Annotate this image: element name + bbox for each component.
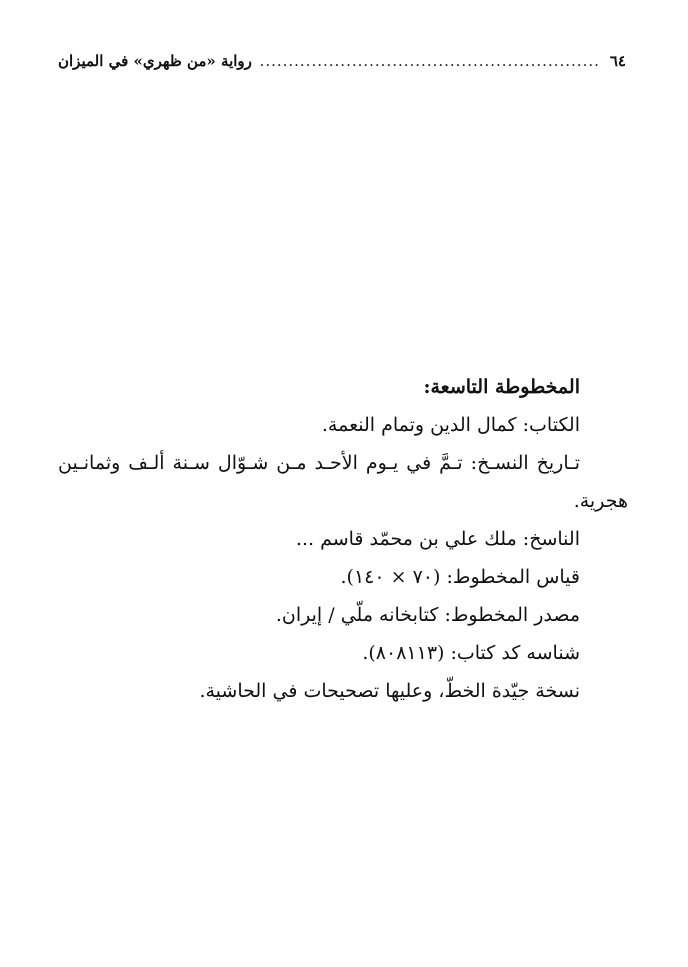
manuscript-description: [58, 368, 628, 710]
copyist-line: الناسخ: ملك علي بن محمّد قاسم ...: [295, 528, 580, 550]
source-line: مصدر المخطوط: كتابخانه ملّي / إيران.: [275, 604, 580, 626]
section-heading: المخطوطة التاسعة:: [423, 376, 580, 398]
book-title-line: الكتاب: كمال الدين وتمام النعمة.: [321, 414, 580, 436]
copy-date-continuation: هجرية.: [573, 490, 628, 512]
book-id-line: شناسه كد كتاب: (٨٠٨١١٣).: [362, 642, 580, 664]
condition-line: نسخة جيّدة الخطّ، وعليها تصحيحات في الحاشية.: [199, 680, 580, 702]
running-header: [58, 48, 626, 74]
running-title: رواية «من ظهري» في الميزان: [58, 52, 252, 70]
dimensions-line: قياس المخطوط: (٧٠ × ١٤٠).: [340, 566, 580, 588]
copy-date-line: تـاريخ النسـخ: تـمَّ في يـوم الأحـد مـن شـوّال سـنة ألـف وثمانـين: [58, 452, 580, 474]
page-number: ٦٤: [609, 52, 626, 70]
leader-dots: [258, 52, 600, 70]
